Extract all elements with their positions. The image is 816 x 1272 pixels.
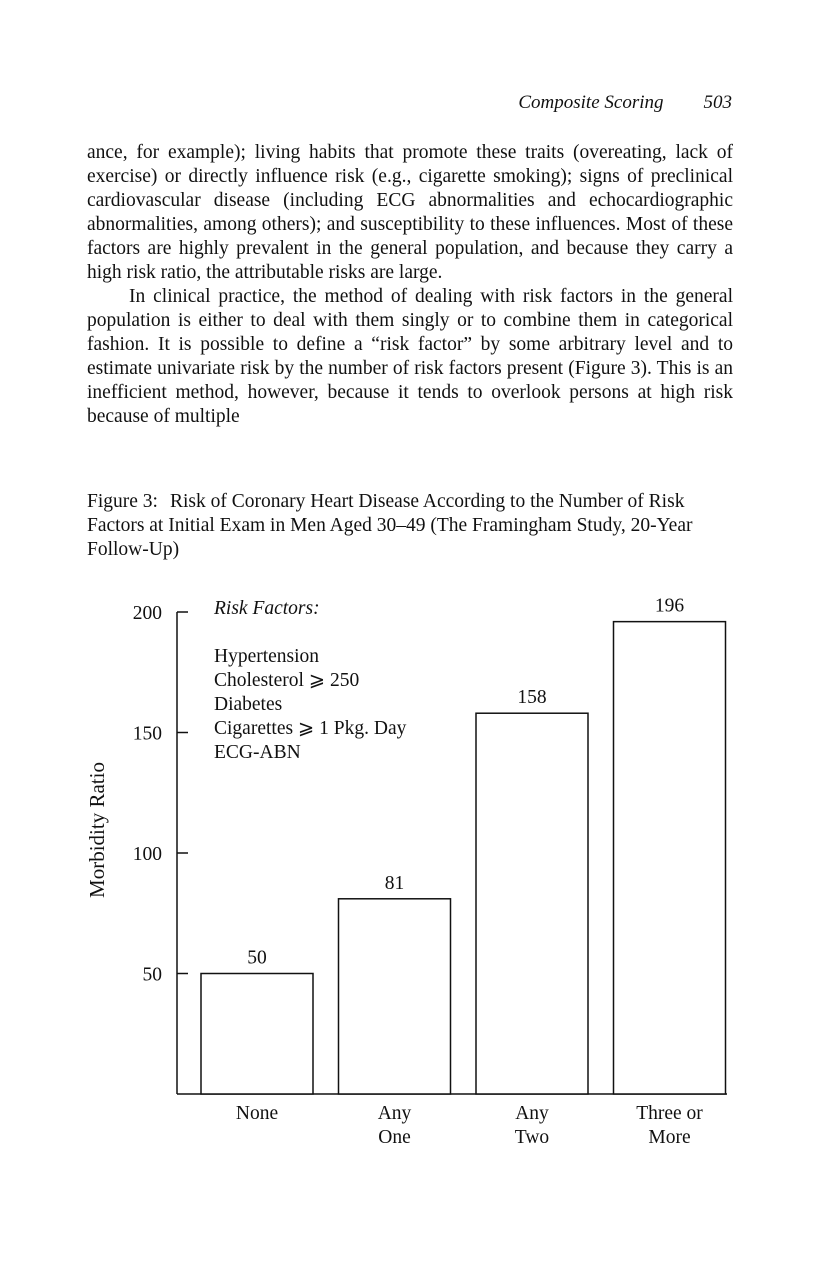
y-tick-label: 200 xyxy=(132,603,162,624)
legend-item: Cholesterol ⩾ 250 xyxy=(214,670,360,691)
bar xyxy=(201,974,313,1095)
data-label: 196 xyxy=(654,595,685,617)
y-tick-label: 100 xyxy=(132,844,162,865)
x-category-label: Three or xyxy=(636,1103,703,1124)
y-tick-label: 50 xyxy=(142,964,162,986)
figure-caption-text: Risk of Coronary Heart Disease According to the Number of Risk Factors at Initial Exam in Men Aged 30–49 (The Framingham Study, 20-Year Follow-Up) xyxy=(87,491,693,560)
x-category-label: Two xyxy=(514,1127,550,1148)
legend-item: Diabetes xyxy=(214,694,283,715)
paragraph: In clinical practice, the method of dealing with risk factors in the general population is either to deal with them singly or to combine them in categorical fashion. It is possible to define a “risk factor” by some arbitrary level and to estimate univariate risk by the number of risk factors present (Figure 3). This is an inefficient method, however, because it tends to overlook persons at high risk because of multiple xyxy=(87,286,733,427)
x-category-label: Any xyxy=(515,1103,549,1124)
data-label: 81 xyxy=(384,872,405,894)
x-category-label: One xyxy=(378,1127,411,1148)
legend-item: Hypertension xyxy=(214,646,320,667)
legend-item: Cigarettes ⩾ 1 Pkg. Day xyxy=(214,718,407,739)
x-category-label: None xyxy=(235,1103,279,1124)
page-number: 503 xyxy=(703,92,732,113)
legend-item: ECG-ABN xyxy=(214,742,301,763)
bar xyxy=(614,622,726,1094)
x-category-label: More xyxy=(648,1127,691,1148)
bar xyxy=(339,899,451,1094)
y-axis-title: Morbidity Ratio xyxy=(85,762,109,898)
running-title: Composite Scoring xyxy=(518,92,664,113)
legend-title: Risk Factors: xyxy=(214,598,320,619)
bar xyxy=(476,713,588,1094)
chart-legend xyxy=(214,597,406,765)
paragraph: ance, for example); living habits that promote these traits (overeating, lack of exercise) or directly influence risk (e.g., cigarette smoking); signs of preclinical cardiovascular disease (including ECG abnormalities and echocardiographic abnormalities, among others); and susceptibility to these influences. Most of these factors are highly prevalent in the general population, and because they carry a high risk ratio, the attributable risks are large. xyxy=(87,142,733,283)
data-label: 50 xyxy=(247,947,267,969)
figure-label: Figure 3: xyxy=(87,491,158,512)
y-tick-label: 150 xyxy=(132,723,162,745)
x-category-label: Any xyxy=(377,1103,412,1124)
data-label: 158 xyxy=(517,687,547,709)
